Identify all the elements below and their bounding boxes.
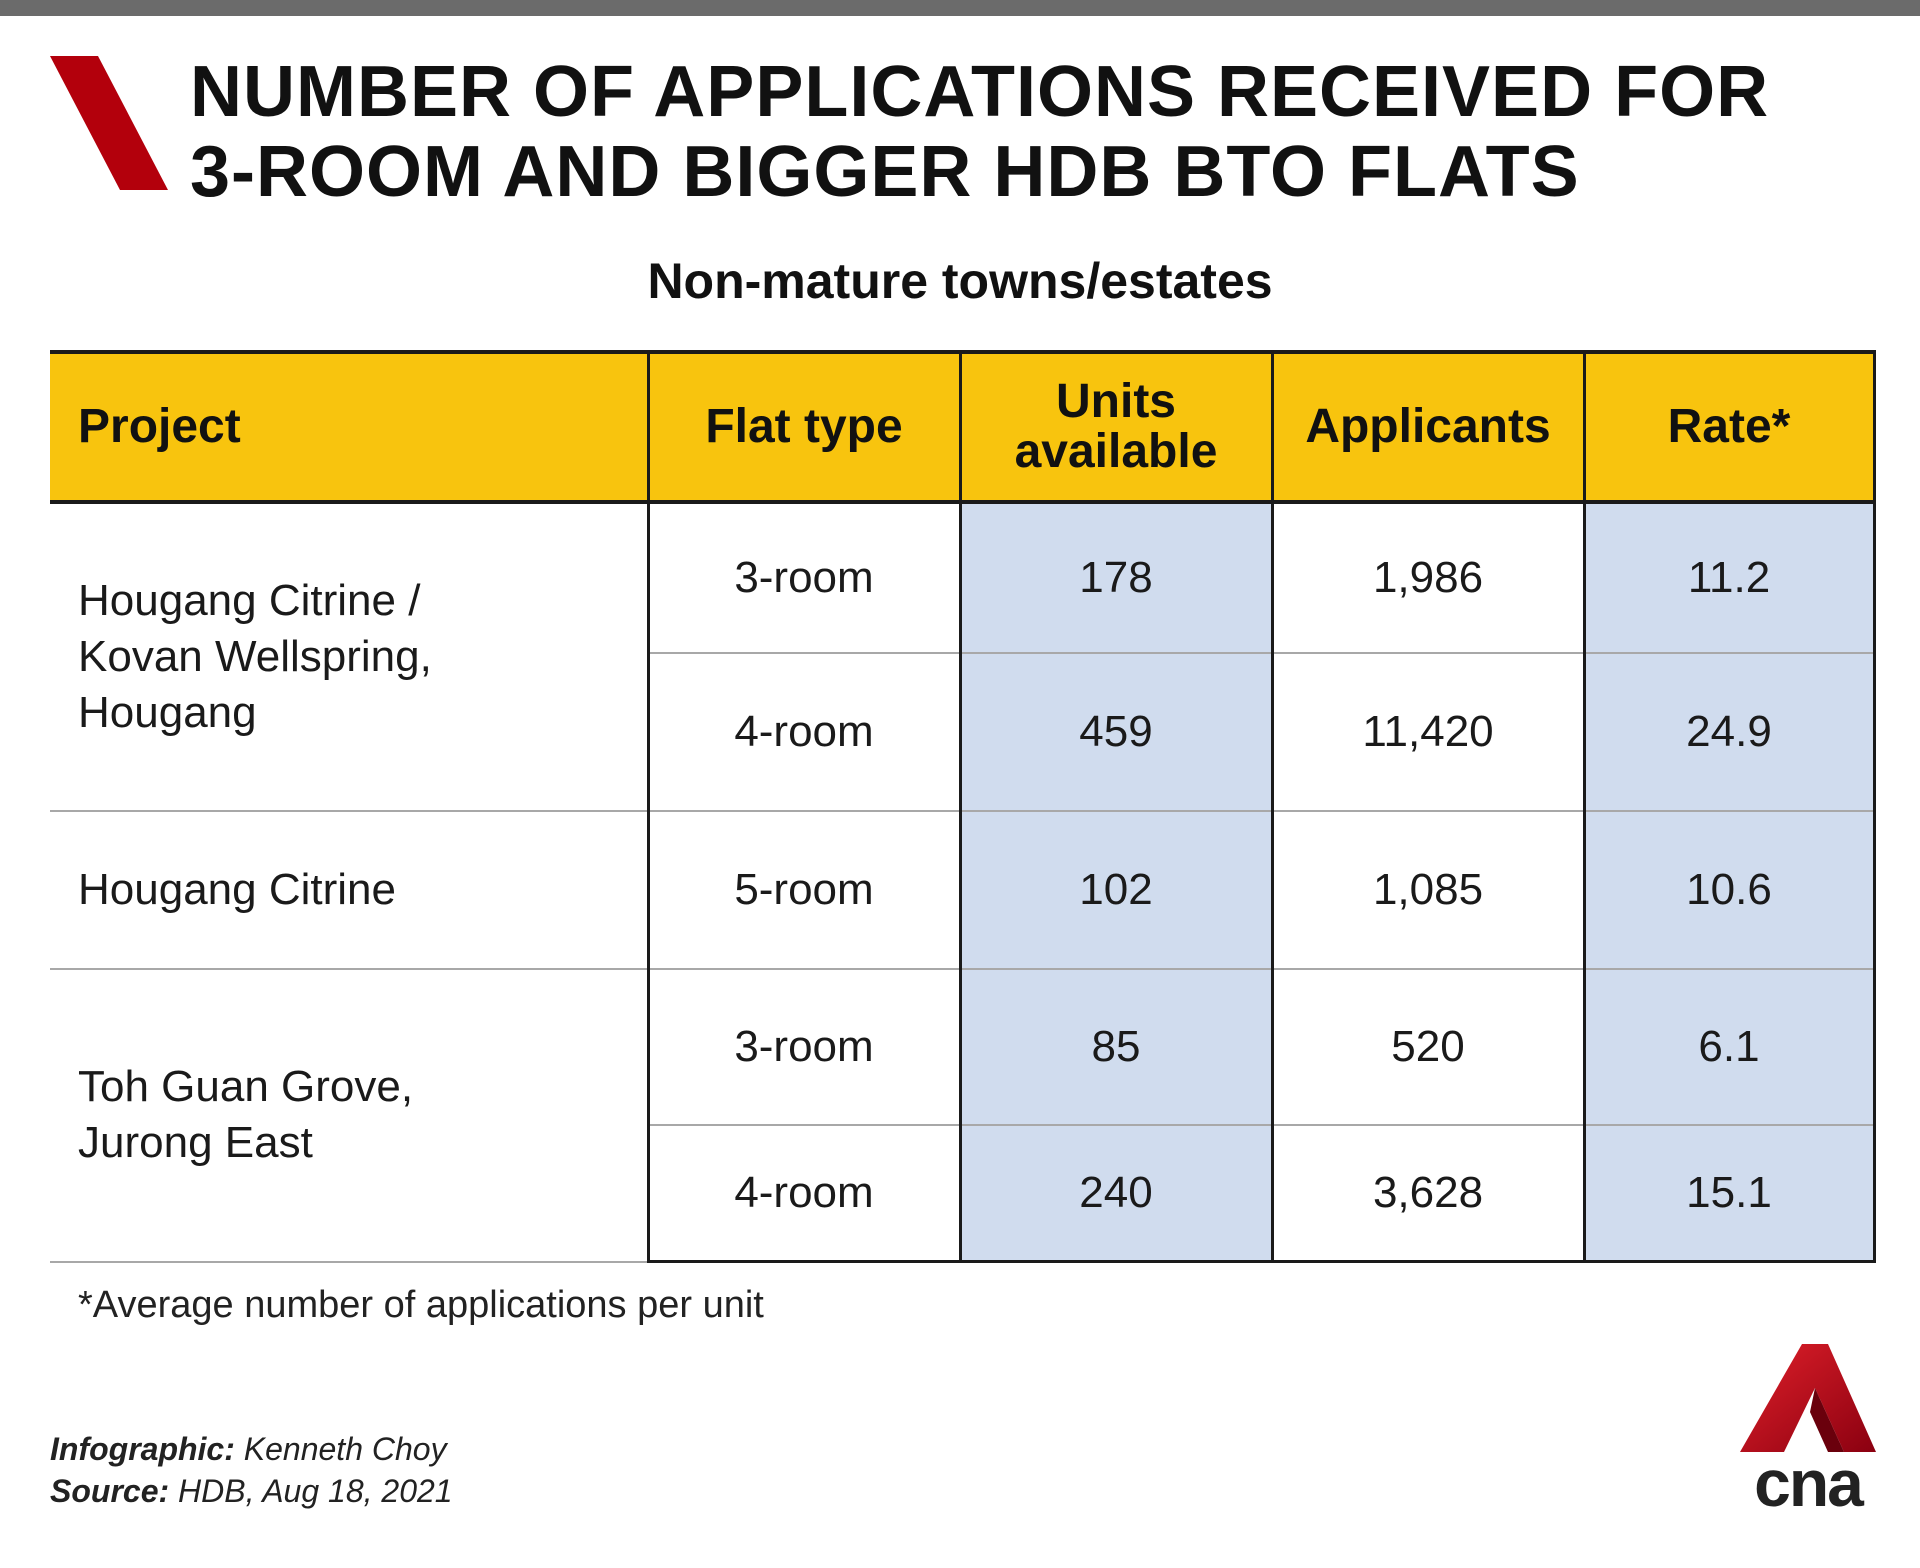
units-cell: 85 (960, 969, 1272, 1125)
flat-type-cell: 4-room (648, 653, 960, 811)
source-value: HDB, Aug 18, 2021 (169, 1473, 453, 1509)
project-name-line: Kovan Wellspring, (78, 632, 432, 681)
project-name-line: Hougang Citrine / (78, 576, 421, 625)
rate-cell: 6.1 (1584, 969, 1874, 1125)
table-row (50, 811, 1874, 969)
flat-type-cell: 3-room (648, 969, 960, 1125)
top-bar (0, 0, 1920, 16)
project-name-line: Toh Guan Grove, (78, 1062, 414, 1112)
units-cell: 178 (960, 502, 1272, 653)
units-header-line-2: available (1014, 425, 1218, 478)
column-header-applicants: Applicants (1272, 352, 1584, 502)
data-table-wrapper (50, 350, 1874, 1263)
applicants-cell: 520 (1272, 969, 1584, 1125)
rate-cell: 10.6 (1584, 811, 1874, 969)
column-header-rate: Rate* (1584, 352, 1874, 502)
page-title (190, 52, 1890, 212)
project-name-line: Hougang (78, 688, 257, 737)
cna-logo-text: cna (1754, 1446, 1862, 1520)
units-cell: 240 (960, 1125, 1272, 1262)
subtitle: Non-mature towns/estates (647, 253, 1273, 309)
rate-cell: 24.9 (1584, 653, 1874, 811)
applicants-cell: 1,986 (1272, 502, 1584, 653)
source-credit (50, 1470, 453, 1512)
project-cell (50, 502, 648, 811)
data-table (50, 350, 1876, 1263)
table-row (50, 969, 1874, 1125)
column-header-units-available (960, 352, 1272, 502)
header-row (50, 352, 1874, 502)
units-cell: 102 (960, 811, 1272, 969)
rate-cell: 15.1 (1584, 1125, 1874, 1262)
applicants-cell: 3,628 (1272, 1125, 1584, 1262)
units-cell: 459 (960, 653, 1272, 811)
title-line-2: 3-ROOM AND BIGGER HDB BTO FLATS (190, 132, 1580, 212)
infographic-credit (50, 1428, 453, 1470)
units-header-line-1: Units (1056, 375, 1176, 428)
project-cell (50, 969, 648, 1262)
title-line-1: NUMBER OF APPLICATIONS RECEIVED FOR (190, 52, 1770, 132)
project-cell (50, 811, 648, 969)
footnote: *Average number of applications per unit (78, 1284, 764, 1326)
infographic-label: Infographic: (50, 1431, 235, 1467)
column-header-project: Project (50, 352, 648, 502)
column-header-flat-type: Flat type (648, 352, 960, 502)
red-slash-icon (50, 56, 170, 190)
project-name-line: Hougang Citrine (78, 865, 396, 914)
applicants-cell: 11,420 (1272, 653, 1584, 811)
flat-type-cell: 5-room (648, 811, 960, 969)
flat-type-cell: 3-room (648, 502, 960, 653)
infographic-value: Kenneth Choy (234, 1431, 447, 1467)
credits (50, 1428, 453, 1512)
flat-type-cell: 4-room (648, 1125, 960, 1262)
source-label: Source: (50, 1473, 170, 1509)
table-row (50, 502, 1874, 653)
project-name-line: Jurong East (78, 1118, 313, 1168)
rate-cell: 11.2 (1584, 502, 1874, 653)
applicants-cell: 1,085 (1272, 811, 1584, 969)
